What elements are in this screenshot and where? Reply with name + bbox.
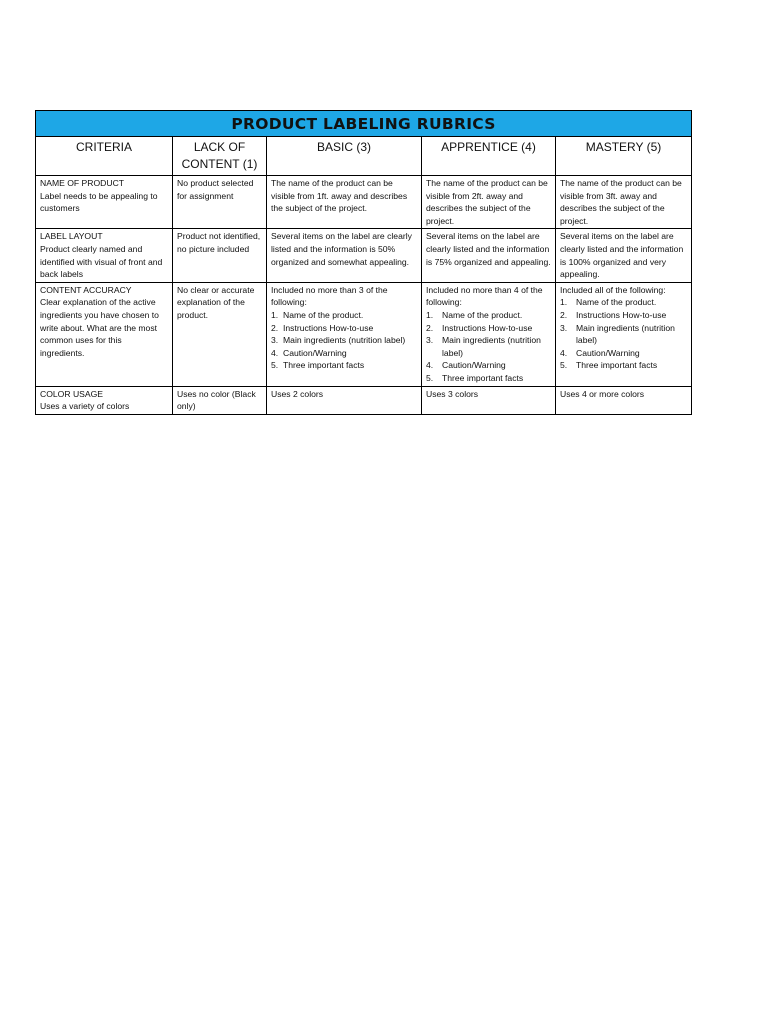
mastery-cell: Several items on the label are clearly listed and the information is 100% organized and very appealing. [556, 229, 692, 282]
lack-cell: Product not identified, no picture included [173, 229, 267, 282]
criteria-description: Label needs to be appealing to customers [40, 190, 158, 214]
list-item: 5. Three important facts [560, 360, 658, 371]
list-item: 3. Main ingredients (nutrition label) [271, 335, 406, 346]
apprentice-cell: Several items on the label are clearly listed and the information is 75% organized and appealing. [422, 229, 556, 282]
basic-intro: Included no more than 3 of the following: [271, 284, 388, 308]
criteria-description: Product clearly named and identified with visual of front and back labels [40, 243, 163, 280]
lack-cell: No product selected for assignment [173, 176, 267, 229]
rubric-title: PRODUCT LABELING RUBRICS [36, 111, 692, 137]
apprentice-intro: Included no more than 4 of the following: [426, 284, 543, 308]
lack-cell: No clear or accurate explanation of the product. [173, 282, 267, 386]
header-mastery: MASTERY (5) [556, 137, 692, 176]
criteria-cell [36, 386, 173, 414]
table-row [36, 229, 692, 282]
header-lack-of-content: LACK OF CONTENT (1) [173, 137, 267, 176]
list-item: 5. Three important facts [426, 372, 524, 383]
header-row [36, 137, 692, 176]
criteria-title: CONTENT ACCURACY [40, 284, 132, 295]
basic-cell [267, 282, 422, 386]
list-item: 4. Caution/Warning [271, 347, 347, 358]
list-item: 4. Caution/Warning [560, 347, 640, 358]
basic-cell: Several items on the label are clearly listed and the information is 50% organized and somewhat appealing. [267, 229, 422, 282]
criteria-description: Uses a variety of colors [40, 401, 130, 412]
basic-list [271, 309, 417, 372]
basic-cell: Uses 2 colors [267, 386, 422, 414]
list-item: 4. Caution/Warning [426, 360, 506, 371]
criteria-title: LABEL LAYOUT [40, 231, 103, 242]
mastery-list [560, 296, 687, 372]
list-item: 3. Main ingredients (nutrition label) [560, 322, 675, 346]
criteria-title: COLOR USAGE [40, 388, 104, 399]
mastery-cell [556, 282, 692, 386]
list-item: 1. Name of the product. [560, 297, 657, 308]
rubric-table [35, 110, 692, 415]
apprentice-cell [422, 282, 556, 386]
list-item: 1. Name of the product. [271, 309, 364, 320]
apprentice-cell: Uses 3 colors [422, 386, 556, 414]
list-item: 2. Instructions How-to-use [426, 322, 533, 333]
header-criteria: CRITERIA [36, 137, 173, 176]
criteria-description: Clear explanation of the active ingredients you have chosen to write about. What are the most common uses for this ingredients. [40, 297, 159, 358]
header-apprentice: APPRENTICE (4) [422, 137, 556, 176]
list-item: 2. Instructions How-to-use [271, 322, 374, 333]
lack-cell: Uses no color (Black only) [173, 386, 267, 414]
list-item: 5. Three important facts [271, 360, 365, 371]
list-item: 2. Instructions How-to-use [560, 309, 667, 320]
header-basic: BASIC (3) [267, 137, 422, 176]
criteria-cell [36, 229, 173, 282]
list-item: 1. Name of the product. [426, 309, 523, 320]
mastery-cell: The name of the product can be visible from 3ft. away and describes the subject of the project. [556, 176, 692, 229]
apprentice-list [426, 309, 551, 385]
table-row [36, 282, 692, 386]
apprentice-cell: The name of the product can be visible from 2ft. away and describes the subject of the project. [422, 176, 556, 229]
title-row [36, 111, 692, 137]
criteria-title: NAME OF PRODUCT [40, 178, 125, 188]
basic-cell: The name of the product can be visible from 1ft. away and describes the subject of the project. [267, 176, 422, 229]
table-row [36, 176, 692, 229]
criteria-cell [36, 176, 173, 229]
mastery-intro: Included all of the following: [560, 284, 666, 295]
mastery-cell: Uses 4 or more colors [556, 386, 692, 414]
list-item: 3. Main ingredients (nutrition label) [426, 335, 541, 358]
criteria-cell [36, 282, 173, 386]
table-row [36, 386, 692, 414]
